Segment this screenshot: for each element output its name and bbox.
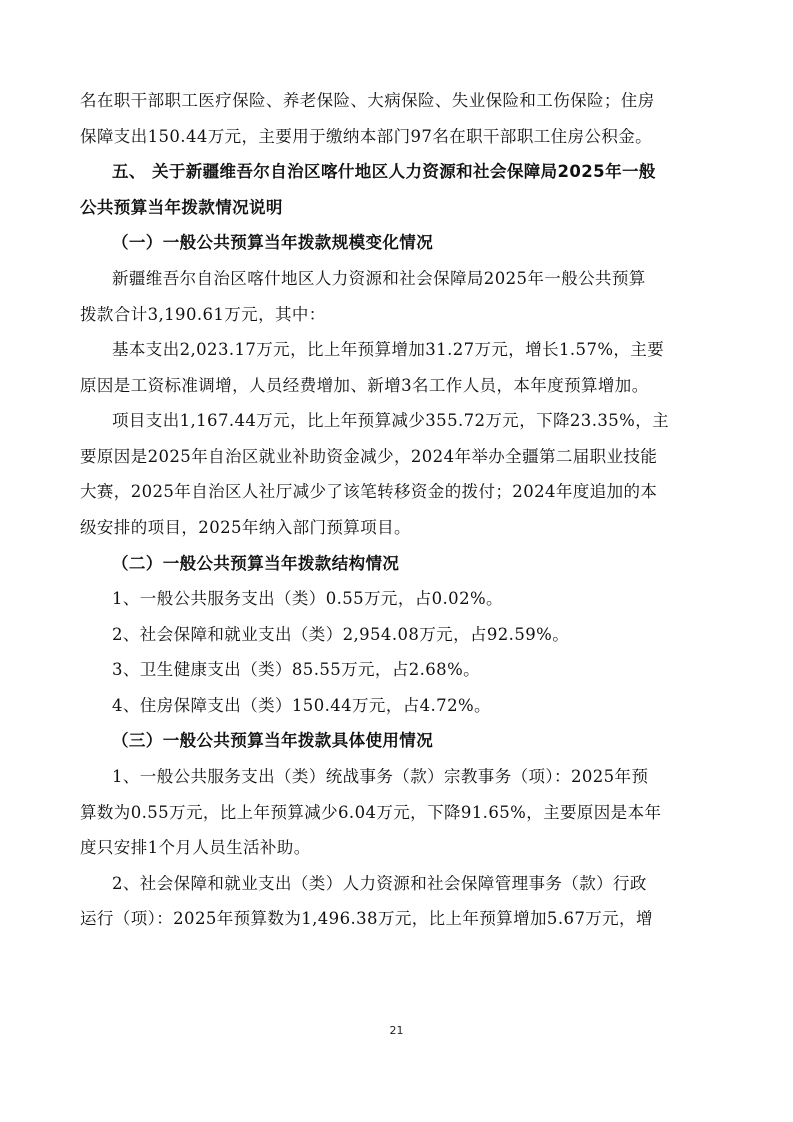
subheading-3: （三）一般公共预算当年拨款具体使用情况 [112, 731, 434, 750]
list-item-3: 3、卫生健康支出（类）85.55万元，占2.68%。 [112, 660, 481, 679]
list-item-1: 1、一般公共服务支出（类）0.55万元，占0.02%。 [112, 589, 503, 608]
text-line-8: 基本支出2,023.17万元，比上年预算增加31.27万元，增长1.57%，主要 [112, 340, 665, 359]
text-line-2: 保障支出150.44万元，主要用于缴纳本部门97名在职干部职工住房公积金。 [80, 127, 653, 146]
section-heading-5-cont: 公共预算当年拨款情况说明 [80, 198, 283, 217]
list-item-4: 4、住房保障支出（类）150.44万元，占4.72%。 [112, 696, 491, 715]
text-line-21: 算数为0.55万元，比上年预算减少6.04万元，下降91.65%，主要原因是本年 [80, 803, 662, 822]
text-line-10: 项目支出1,167.44万元，比上年预算减少355.72万元，下降23.35%，主 [112, 411, 670, 430]
text-line-6: 新疆维吾尔自治区喀什地区人力资源和社会保障局2025年一般公共预算 [112, 269, 646, 288]
list-item-2: 2、社会保障和就业支出（类）2,954.08万元，占92.59%。 [112, 625, 570, 644]
text-line-7: 拨款合计3,190.61万元，其中： [80, 305, 326, 324]
text-line-1: 名在职干部职工医疗保险、养老保险、大病保险、失业保险和工伤保险；住房 [80, 91, 655, 110]
text-line-24: 运行（项）：2025年预算数为1,496.38万元，比上年预算增加5.67万元，增 [80, 909, 653, 928]
text-line-11: 要原因是2025年自治区就业补助资金减少，2024年举办全疆第二届职业技能 [80, 447, 658, 466]
text-line-22: 度只安排1个月人员生活补助。 [80, 838, 311, 857]
subheading-1: （一）一般公共预算当年拨款规模变化情况 [112, 233, 434, 252]
text-line-23: 2、社会保障和就业支出（类）人力资源和社会保障管理事务（款）行政 [112, 874, 647, 893]
text-line-20: 1、一般公共服务支出（类）统战事务（款）宗教事务（项）：2025年预 [112, 767, 649, 786]
text-line-13: 级安排的项目，2025年纳入部门预算项目。 [80, 518, 411, 537]
subheading-2: （二）一般公共预算当年拨款结构情况 [112, 554, 400, 573]
page-number: 21 [389, 1024, 404, 1037]
text-line-9: 原因是工资标准调增，人员经费增加、新增3名工作人员，本年度预算增加。 [80, 376, 649, 395]
section-heading-5: 五、 关于新疆维吾尔自治区喀什地区人力资源和社会保障局2025年一般 [112, 162, 656, 181]
text-line-12: 大赛，2025年自治区人社厅减少了该笔转移资金的拨付；2024年度追加的本 [80, 482, 658, 501]
